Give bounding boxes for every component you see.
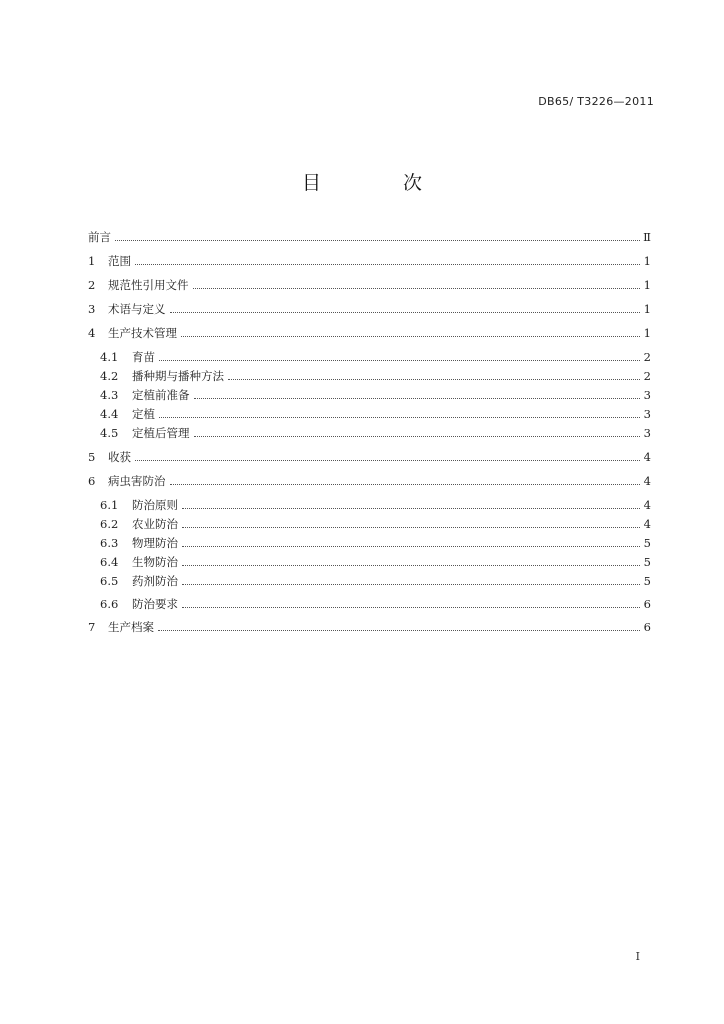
toc-entry-label: 播种期与播种方法 — [132, 369, 224, 383]
toc-entry-label: 生产档案 — [108, 620, 154, 634]
toc-entry-page: 6 — [643, 620, 651, 634]
toc-entry-label: 生物防治 — [132, 555, 178, 569]
toc-entry-page: 5 — [643, 574, 651, 588]
toc-leader-dots — [159, 417, 640, 418]
toc-leader-dots — [135, 460, 640, 461]
toc-entry-page: 4 — [643, 450, 651, 464]
toc-entry-page: 3 — [643, 388, 651, 402]
toc-entry-7[interactable] — [88, 616, 651, 634]
toc-entry-4-4[interactable] — [100, 403, 651, 421]
toc-entry-page: 1 — [643, 254, 651, 268]
toc-entry-number: 4.5 — [100, 426, 119, 440]
toc-leader-dots — [135, 264, 640, 265]
toc-entry-number: 6.2 — [100, 517, 119, 531]
toc-entry-4-5[interactable] — [100, 422, 651, 440]
toc-leader-dots — [115, 240, 640, 241]
toc-entry-number: 4.3 — [100, 388, 119, 402]
toc-entry-page: 1 — [643, 302, 651, 316]
toc-leader-dots — [193, 288, 641, 289]
toc-entry-6-5[interactable] — [100, 570, 651, 588]
toc-entry-label: 定植 — [132, 407, 155, 421]
toc-leader-dots — [194, 398, 641, 399]
toc-entry-page: 4 — [643, 498, 651, 512]
standard-code: DB65/ T3226—2011 — [538, 95, 654, 108]
toc-entry-label: 病虫害防治 — [108, 474, 166, 488]
toc-entry-label: 生产技术管理 — [108, 326, 177, 340]
toc-entry-page: 5 — [643, 536, 651, 550]
toc-entry-number: 4.1 — [100, 350, 119, 364]
toc-entry-label: 术语与定义 — [108, 302, 166, 316]
toc-leader-dots — [182, 584, 640, 585]
toc-entry-number: 6.3 — [100, 536, 119, 550]
toc-entry-page: 1 — [643, 326, 651, 340]
toc-entry-6-6[interactable] — [100, 593, 651, 611]
page-title: 目 次 — [301, 172, 461, 194]
toc-entry-1[interactable] — [88, 250, 651, 268]
toc-entry-page: Ⅱ — [643, 230, 651, 244]
toc-leader-dots — [182, 527, 640, 528]
toc-entry-label: 农业防治 — [132, 517, 178, 531]
toc-entry-number: 6.1 — [100, 498, 119, 512]
toc-leader-dots — [159, 360, 640, 361]
toc-entry-label: 定植后管理 — [132, 426, 190, 440]
toc-entry-number: 6.4 — [100, 555, 119, 569]
toc-entry-page: 4 — [643, 517, 651, 531]
toc-entry-6-2[interactable] — [100, 513, 651, 531]
toc-entry-page: 1 — [643, 278, 651, 292]
toc-entry-label: 物理防治 — [132, 536, 178, 550]
toc-entry-page: 5 — [643, 555, 651, 569]
toc-entry-number: 2 — [88, 278, 96, 292]
toc-entry-number: 7 — [88, 620, 96, 634]
toc-entry-label: 药剂防治 — [132, 574, 178, 588]
toc-entry-2[interactable] — [88, 274, 651, 292]
toc-entry-number: 4.2 — [100, 369, 119, 383]
toc-leader-dots — [182, 565, 640, 566]
toc-entry-4[interactable] — [88, 322, 651, 340]
toc-entry-label: 防治原则 — [132, 498, 178, 512]
toc-entry-label: 收获 — [108, 450, 131, 464]
toc-entry-number: 6 — [88, 474, 96, 488]
toc-entry-6-1[interactable] — [100, 494, 651, 512]
toc-entry-page: 6 — [643, 597, 651, 611]
toc-entry-label: 范围 — [108, 254, 131, 268]
toc-leader-dots — [158, 630, 640, 631]
page-number: I — [635, 950, 640, 963]
toc-entry-label: 育苗 — [132, 350, 155, 364]
toc-entry-4-2[interactable] — [100, 365, 651, 383]
toc-entry-6-4[interactable] — [100, 551, 651, 569]
toc-entry-page: 2 — [643, 369, 651, 383]
toc-entry-page: 4 — [643, 474, 651, 488]
toc-entry-number: 3 — [88, 302, 96, 316]
toc-entry-6[interactable] — [88, 470, 651, 488]
toc-entry-5[interactable] — [88, 446, 651, 464]
toc-entry-number: 4.4 — [100, 407, 119, 421]
toc-leader-dots — [228, 379, 640, 380]
toc-entry-number: 4 — [88, 326, 96, 340]
toc-entry-number: 1 — [88, 254, 96, 268]
toc-entry-page: 2 — [643, 350, 651, 364]
toc-leader-dots — [182, 546, 640, 547]
toc-entry-page: 3 — [643, 407, 651, 421]
toc-entry-number: 6.6 — [100, 597, 119, 611]
toc-entry-number: 6.5 — [100, 574, 119, 588]
toc-entry-4-3[interactable] — [100, 384, 651, 402]
toc-entry-label: 前言 — [88, 230, 111, 244]
toc-entry-foreword[interactable] — [88, 226, 651, 244]
toc-leader-dots — [170, 312, 641, 313]
toc-leader-dots — [194, 436, 641, 437]
toc-entry-4-1[interactable] — [100, 346, 651, 364]
toc-entry-number: 5 — [88, 450, 96, 464]
toc-leader-dots — [182, 508, 640, 509]
toc-leader-dots — [182, 607, 640, 608]
toc-entry-page: 3 — [643, 426, 651, 440]
toc-entry-label: 定植前准备 — [132, 388, 190, 402]
toc-leader-dots — [181, 336, 640, 337]
toc-entry-6-3[interactable] — [100, 532, 651, 550]
toc-leader-dots — [170, 484, 641, 485]
toc-entry-label: 防治要求 — [132, 597, 178, 611]
toc-entry-3[interactable] — [88, 298, 651, 316]
toc-entry-label: 规范性引用文件 — [108, 278, 189, 292]
